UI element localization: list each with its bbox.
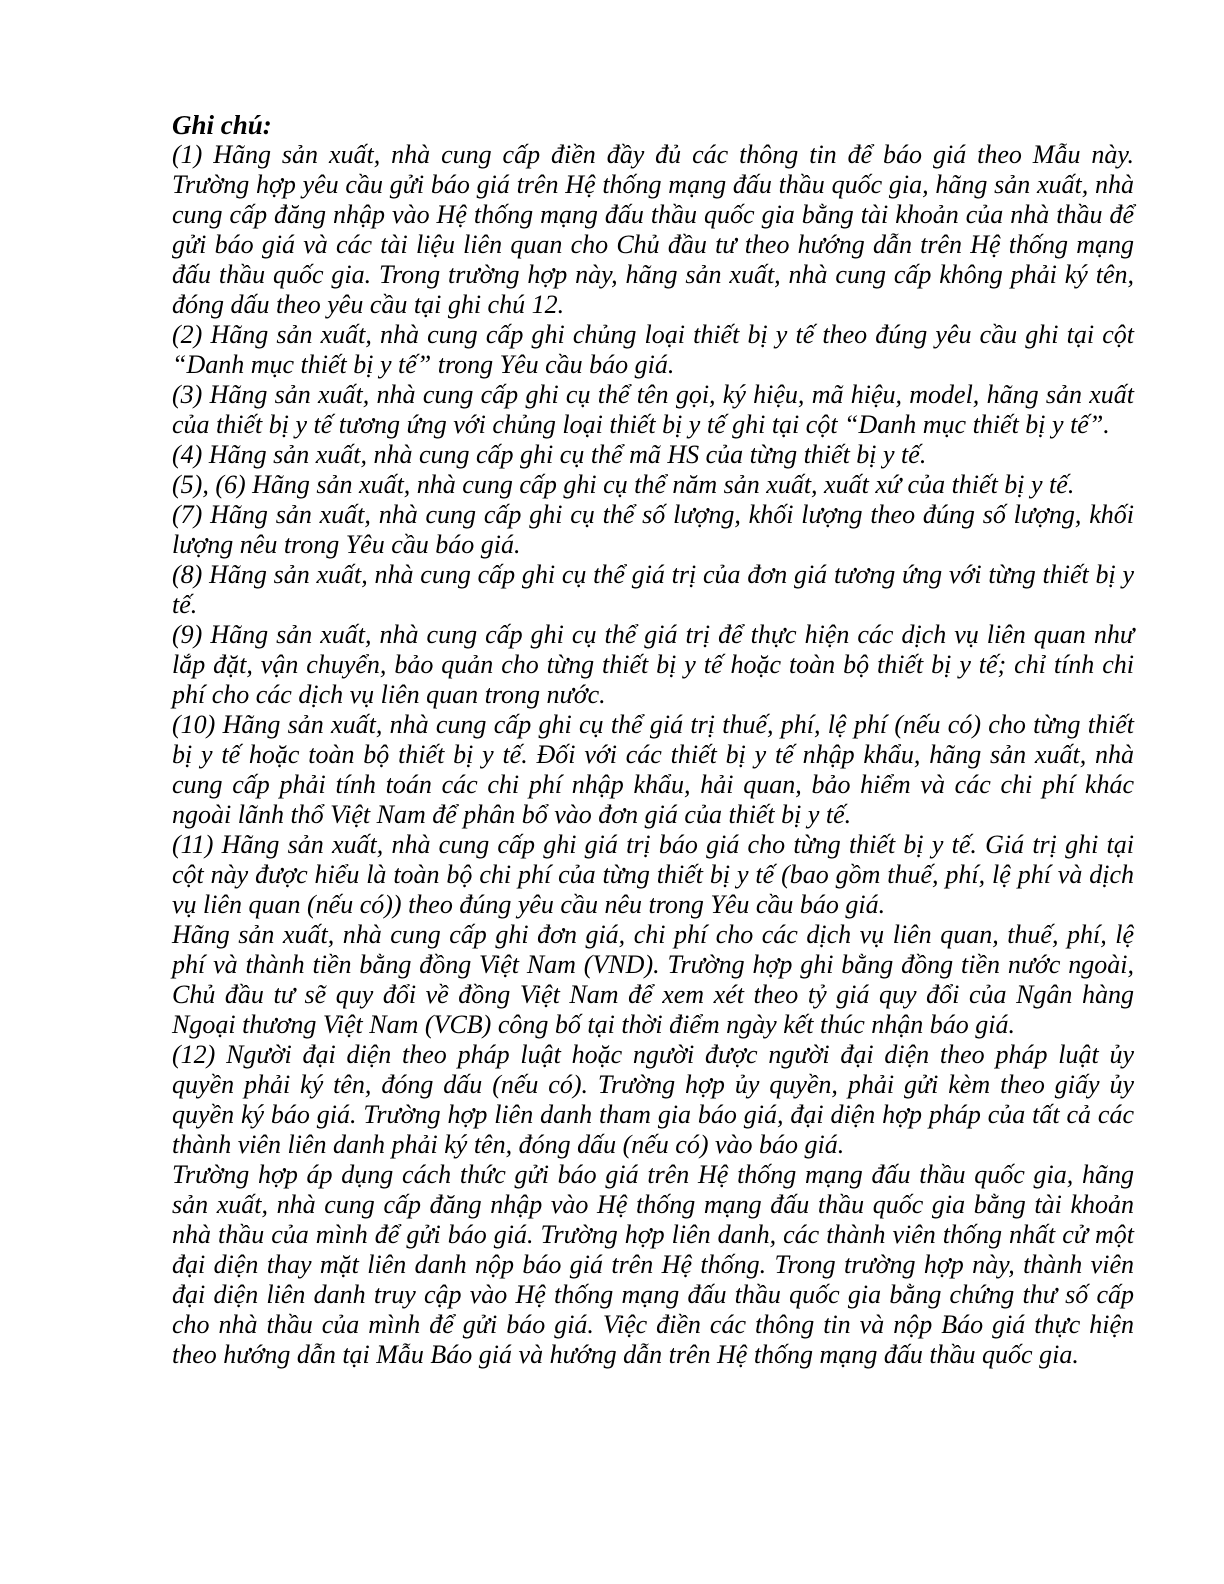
note-9: (9) Hãng sản xuất, nhà cung cấp ghi cụ thể giá trị để thực hiện các dịch vụ liên quan như lắp đặt, vận chuyển, bảo quản cho từng thiết bị y tế hoặc toàn bộ thiết bị y tế; chỉ tính chi phí cho các dịch vụ liên quan trong nước. (172, 620, 1134, 709)
note-8: (8) Hãng sản xuất, nhà cung cấp ghi cụ thể giá trị của đơn giá tương ứng với từng thiết bị y tế. (172, 560, 1134, 619)
note-12: (12) Người đại diện theo pháp luật hoặc người được người đại diện theo pháp luật ủy quyền phải ký tên, đóng dấu (nếu có). Trường hợp ủy quyền, phải gửi kèm theo giấy ủy quyền ký báo giá. Trường hợp liên danh tham gia báo giá, đại diện hợp pháp của tất cả các thành viên liên danh phải ký tên, đóng dấu (nếu có) vào báo giá. (172, 1040, 1134, 1159)
note-currency: Hãng sản xuất, nhà cung cấp ghi đơn giá, chi phí cho các dịch vụ liên quan, thuế, phí, lệ phí và thành tiền bằng đồng Việt Nam (VND). Trường hợp ghi bằng đồng tiền nước ngoài, Chủ đầu tư sẽ quy đổi về đồng Việt Nam để xem xét theo tỷ giá quy đổi của Ngân hàng Ngoại thương Việt Nam (VCB) công bố tại thời điểm ngày kết thúc nhận báo giá. (172, 920, 1134, 1039)
note-esubmission: Trường hợp áp dụng cách thức gửi báo giá trên Hệ thống mạng đấu thầu quốc gia, hãng sản xuất, nhà cung cấp đăng nhập vào Hệ thống mạng đấu thầu quốc gia bằng tài khoản nhà thầu của mình để gửi báo giá. Trường hợp liên danh, các thành viên thống nhất cử một đại diện thay mặt liên danh nộp báo giá trên Hệ thống. Trong trường hợp này, thành viên đại diện liên danh truy cập vào Hệ thống mạng đấu thầu quốc gia bằng chứng thư số cấp cho nhà thầu của mình để gửi báo giá. Việc điền các thông tin và nộp Báo giá thực hiện theo hướng dẫn tại Mẫu Báo giá và hướng dẫn trên Hệ thống mạng đấu thầu quốc gia. (172, 1160, 1134, 1369)
notes-heading: Ghi chú: (172, 110, 272, 140)
note-1: (1) Hãng sản xuất, nhà cung cấp điền đầy đủ các thông tin để báo giá theo Mẫu này. Trường hợp yêu cầu gửi báo giá trên Hệ thống mạng đấu thầu quốc gia, hãng sản xuất, nhà cung cấp đăng nhập vào Hệ thống mạng đấu thầu quốc gia bằng tài khoản của nhà thầu để gửi báo giá và các tài liệu liên quan cho Chủ đầu tư theo hướng dẫn trên Hệ thống mạng đấu thầu quốc gia. Trong trường hợp này, hãng sản xuất, nhà cung cấp không phải ký tên, đóng dấu theo yêu cầu tại ghi chú 12. (172, 140, 1134, 319)
note-10: (10) Hãng sản xuất, nhà cung cấp ghi cụ thể giá trị thuế, phí, lệ phí (nếu có) cho từng thiết bị y tế hoặc toàn bộ thiết bị y tế. Đối với các thiết bị y tế nhập khẩu, hãng sản xuất, nhà cung cấp phải tính toán các chi phí nhập khẩu, hải quan, bảo hiểm và các chi phí khác ngoài lãnh thổ Việt Nam để phân bổ vào đơn giá của thiết bị y tế. (172, 710, 1134, 829)
note-7: (7) Hãng sản xuất, nhà cung cấp ghi cụ thể số lượng, khối lượng theo đúng số lượng, khối lượng nêu trong Yêu cầu báo giá. (172, 500, 1134, 559)
note-2: (2) Hãng sản xuất, nhà cung cấp ghi chủng loại thiết bị y tế theo đúng yêu cầu ghi tại cột “Danh mục thiết bị y tế” trong Yêu cầu báo giá. (172, 320, 1134, 379)
note-4: (4) Hãng sản xuất, nhà cung cấp ghi cụ thể mã HS của từng thiết bị y tế. (172, 440, 927, 469)
notes-section (172, 110, 1134, 1370)
note-5-6: (5), (6) Hãng sản xuất, nhà cung cấp ghi cụ thể năm sản xuất, xuất xứ của thiết bị y tế. (172, 470, 1075, 499)
note-11: (11) Hãng sản xuất, nhà cung cấp ghi giá trị báo giá cho từng thiết bị y tế. Giá trị ghi tại cột này được hiểu là toàn bộ chi phí của từng thiết bị y tế (bao gồm thuế, phí, lệ phí và dịch vụ liên quan (nếu có)) theo đúng yêu cầu nêu trong Yêu cầu báo giá. (172, 830, 1134, 919)
note-3: (3) Hãng sản xuất, nhà cung cấp ghi cụ thể tên gọi, ký hiệu, mã hiệu, model, hãng sản xuất của thiết bị y tế tương ứng với chủng loại thiết bị y tế ghi tại cột “Danh mục thiết bị y tế”. (172, 380, 1134, 439)
